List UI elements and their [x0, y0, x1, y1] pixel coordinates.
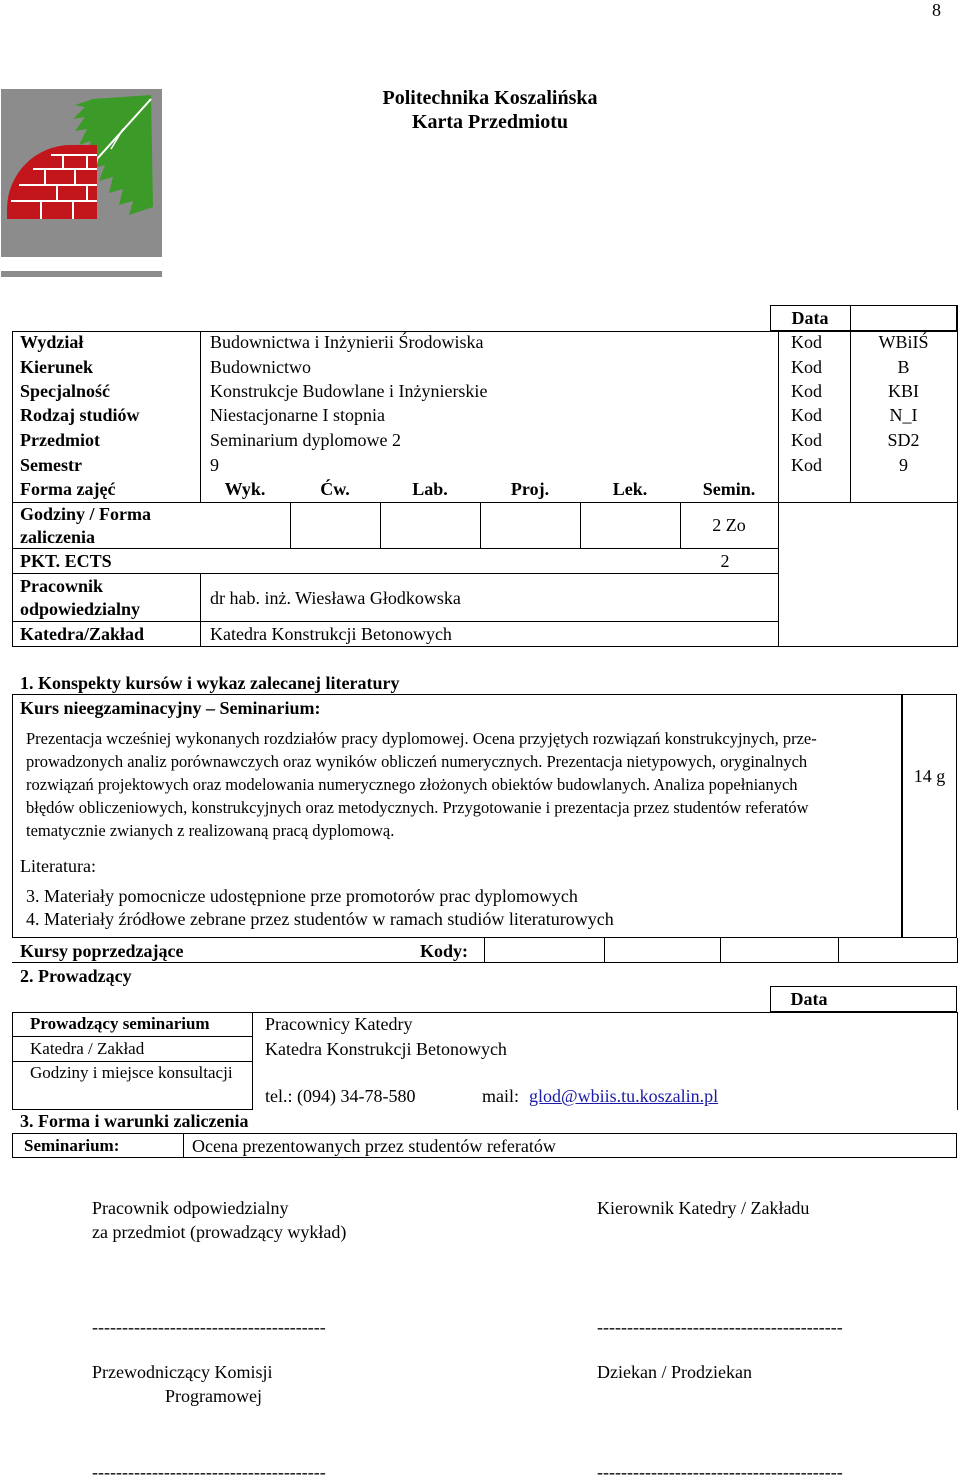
ects-label: PKT. ECTS: [20, 551, 112, 571]
data-label: Data: [791, 308, 829, 328]
literature-item: 3. Materiały pomocnicze udostępnione prze promotorów prac dyplomowych: [26, 886, 578, 906]
hours-box: [902, 694, 957, 938]
godziny-semin-value: 2 Zo: [712, 515, 746, 535]
paragraph-line: prowadzonych analiz porównawczych oraz wyników obliczeń numerycznych. Prezentacja nietypowych, oryginalnych: [26, 752, 808, 771]
row-value-semestr: 9: [210, 455, 219, 475]
section3-heading: 3. Forma i warunki zaliczenia: [20, 1111, 249, 1131]
literature-label: Literatura:: [20, 856, 96, 876]
kod-label: Kod: [791, 455, 822, 475]
faculty-logo: [1, 89, 162, 277]
konsultacje-label: Godziny i miejsce konsultacji: [30, 1063, 233, 1082]
signature-line: -----------------------------------------: [597, 1317, 843, 1337]
ects-semin-value: 2: [720, 551, 730, 571]
forma-col-semin: Semin.: [702, 479, 756, 499]
tel-value: tel.: (094) 34-78-580: [265, 1086, 416, 1106]
zaliczenie-value: Ocena prezentowanych przez studentów referatów: [192, 1136, 556, 1156]
row-label-semestr: Semestr: [20, 455, 82, 475]
row-value-specjalnosc: Konstrukcje Budowlane i Inżynierskie: [210, 381, 488, 401]
forma-col-proj: Proj.: [510, 479, 550, 499]
prereq-label: Kursy poprzedzające: [20, 941, 184, 961]
forma-col-lab: Lab.: [412, 479, 448, 499]
pracownik-label-2: odpowiedzialny: [20, 599, 141, 619]
row-label-przedmiot: Przedmiot: [20, 430, 100, 450]
kod-label: Kod: [791, 405, 822, 425]
godziny-label-1: Godziny / Forma: [20, 504, 151, 524]
brick-wall: [7, 145, 97, 219]
row-code-specjalnosc: KBI: [888, 381, 919, 401]
row-code-kierunek: B: [897, 357, 910, 377]
signature-label: Przewodniczący Komisji: [92, 1362, 273, 1382]
pracownik-label-1: Pracownik: [20, 576, 103, 596]
prowadzacy-value: Pracownicy Katedry: [265, 1014, 413, 1034]
row-code-przedmiot: SD2: [887, 430, 920, 450]
katedra-label: Katedra/Zakład: [20, 624, 145, 644]
paragraph-line: Prezentacja wcześniej wykonanych rozdziałów pracy dyplomowej. Ocena przyjętych rozwiązań konstrukcyjnych, prze-: [26, 729, 817, 748]
prowadzacy-label: Prowadzący seminarium: [30, 1014, 210, 1033]
row-label-wydzial: Wydział: [20, 332, 84, 352]
page-number: 8: [932, 0, 941, 20]
paragraph-line: błędów obliczeniowych, konstrukcyjnych oraz metodycznych. Przygotowanie i prezentacja przez studentów referatów: [26, 798, 809, 817]
codes-label: Kody:: [420, 941, 469, 961]
row-code-semestr: 9: [899, 455, 908, 475]
signature-label: Dziekan / Prodziekan: [597, 1362, 752, 1382]
row-value-wydzial: Budownictwa i Inżynierii Środowiska: [210, 332, 484, 352]
kod-label: Kod: [791, 357, 822, 377]
signature-line: ---------------------------------------: [92, 1317, 326, 1337]
hours-value: 14 g: [913, 766, 946, 786]
signature-line: ---------------------------------------: [92, 1462, 326, 1482]
university-name: Politechnika Koszalińska: [382, 87, 598, 109]
forma-col-wyk: Wyk.: [224, 479, 266, 499]
row-value-przedmiot: Seminarium dyplomowe 2: [210, 430, 401, 450]
kod-label: Kod: [791, 332, 822, 352]
godziny-label-2: zaliczenia: [20, 527, 95, 547]
signature-label: Programowej: [165, 1386, 262, 1406]
mail-link[interactable]: glod@wbiis.tu.koszalin.pl: [529, 1086, 719, 1106]
document-title: [330, 86, 650, 134]
card-title: Karta Przedmiotu: [411, 111, 569, 133]
row-value-rodzaj: Niestacjonarne I stopnia: [210, 405, 385, 425]
signature-line: -----------------------------------------: [597, 1462, 843, 1482]
paragraph-line: rozwiązań projektowych oraz modelowania numerycznego złożonych obiektów budowlanych. Analiza popełnianych: [26, 775, 798, 794]
zaliczenie-label: Seminarium:: [24, 1136, 120, 1155]
row-code-wydzial: WBiIŚ: [878, 332, 929, 352]
course-description: [26, 727, 898, 842]
katedra-value: Katedra Konstrukcji Betonowych: [210, 624, 452, 644]
forma-label: Forma zajęć: [20, 479, 116, 499]
row-label-kierunek: Kierunek: [20, 357, 94, 377]
divider: [12, 502, 957, 503]
katedra2-label: Katedra / Zakład: [30, 1039, 145, 1058]
mail-label: mail:: [482, 1086, 519, 1106]
forma-col-cw: Ćw.: [320, 479, 350, 499]
row-code-rodzaj: N_I: [889, 405, 918, 425]
row-label-rodzaj: Rodzaj studiów: [20, 405, 140, 425]
signature-label: Pracownik odpowiedzialny: [92, 1198, 289, 1218]
signature-label: Kierownik Katedry / Zakładu: [597, 1198, 810, 1218]
pracownik-value: dr hab. inż. Wiesława Głodkowska: [210, 588, 461, 608]
section2-heading: 2. Prowadzący: [20, 966, 132, 986]
section1-heading: 1. Konspekty kursów i wykaz zalecanej literatury: [20, 673, 400, 693]
kod-label: Kod: [791, 381, 822, 401]
row-value-kierunek: Budownictwo: [210, 357, 311, 377]
kod-label: Kod: [791, 430, 822, 450]
signature-label: za przedmiot (prowadzący wykład): [92, 1222, 347, 1242]
course-heading: Kurs nieegzaminacyjny – Seminarium:: [20, 698, 321, 718]
paragraph-line: tematycznie zwianych z realizowaną pracą dyplomową.: [26, 821, 395, 840]
literature-item: 4. Materiały źródłowe zebrane przez studentów w ramach studiów literaturowych: [26, 909, 614, 929]
row-label-specjalnosc: Specjalność: [20, 381, 110, 401]
logo-graphic: [1, 89, 162, 277]
data-label: Data: [790, 989, 828, 1009]
katedra2-value: Katedra Konstrukcji Betonowych: [265, 1039, 507, 1059]
forma-col-lek: Lek.: [612, 479, 648, 499]
